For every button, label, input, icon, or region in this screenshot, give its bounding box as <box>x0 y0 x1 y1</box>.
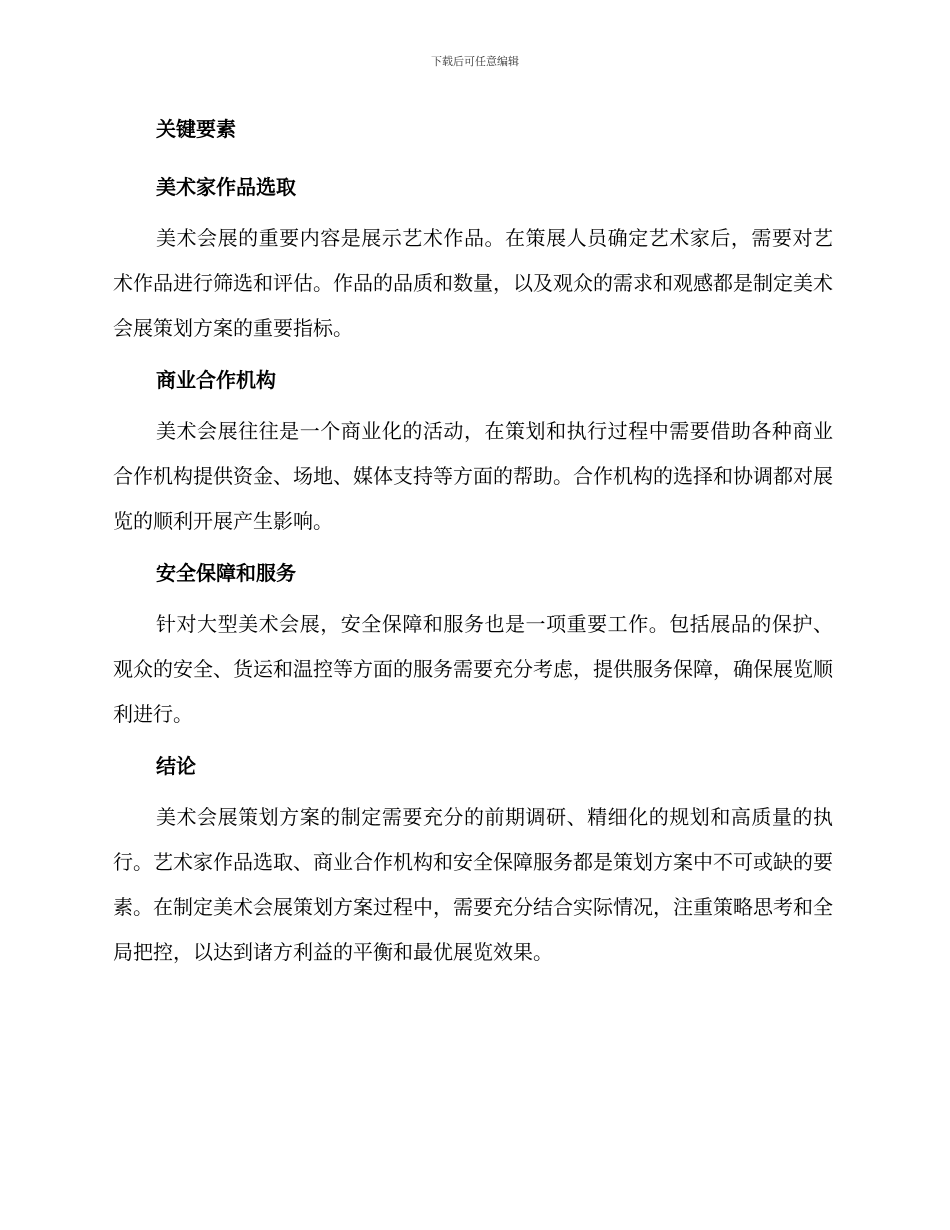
section-heading-business-partners: 商业合作机构 <box>156 368 276 392</box>
section-heading-artwork-selection: 美术家作品选取 <box>156 175 296 199</box>
section-paragraph-artwork-selection: 美术会展的重要内容是展示艺术作品。在策展人员确定艺术家后，需要对艺术作品进行筛选和评估。作品的品质和数量，以及观众的需求和观感都是制定美术会展策划方案的重要指标。 <box>113 226 833 340</box>
section-paragraph-conclusion: 美术会展策划方案的制定需要充分的前期调研、精细化的规划和高质量的执行。艺术家作品选取、商业合作机构和安全保障服务都是策划方案中不可或缺的要素。在制定美术会展策划方案过程中，需要充分结合实际情况，注重策略思考和全局把控，以达到诸方利益的平衡和最优展览效果。 <box>113 805 833 964</box>
document-body <box>113 114 833 975</box>
section-heading-security-service: 安全保障和服务 <box>156 561 296 585</box>
section-heading-key-elements: 关键要素 <box>156 117 236 141</box>
page-header: 下载后可任意编辑 <box>431 55 519 68</box>
section-heading-conclusion: 结论 <box>156 754 196 778</box>
section-paragraph-business-partners: 美术会展往往是一个商业化的活动，在策划和执行过程中需要借助各种商业合作机构提供资金、场地、媒体支持等方面的帮助。合作机构的选择和协调都对展览的顺利开展产生影响。 <box>113 419 833 533</box>
section-paragraph-security-service: 针对大型美术会展，安全保障和服务也是一项重要工作。包括展品的保护、观众的安全、货运和温控等方面的服务需要充分考虑，提供服务保障，确保展览顺利进行。 <box>113 612 833 726</box>
